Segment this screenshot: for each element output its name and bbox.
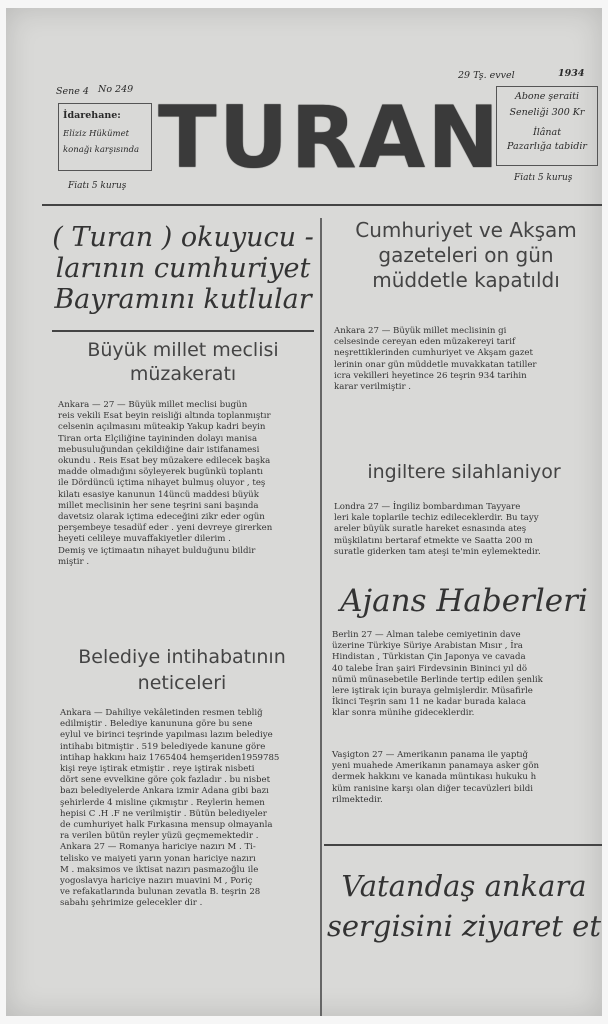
text-line: 40 talebe İran şairi Firdevsinin Bininci yıl dö	[332, 663, 528, 674]
text-line: intihabı bitmiştir . 519 belediyede kanune göre	[60, 741, 266, 752]
greeting-line: Bayramını kutlular	[54, 284, 312, 315]
text-line: suratle giderken tam ateşi te'min eylemektedir.	[334, 546, 541, 557]
text-line: yogoslavya hariciye nazırı muavini M , Poriç	[60, 876, 253, 887]
text-line: rilmektedir.	[332, 794, 383, 805]
text-line: klar sonra münihe gideceklerdir.	[332, 708, 475, 719]
text-line: kilatı esasiye kanunun 14üncü maddesi büyük	[58, 489, 259, 500]
text-line: ile Dördüncü içtima nihayet bulmuş oluyor , teş	[58, 478, 266, 489]
text-line: millet meclisinin her sene teşrini sani başında	[58, 500, 259, 511]
greeting-line: ( Turan ) okuyucu -	[52, 222, 314, 253]
newspaper-page	[6, 8, 602, 1016]
text-line: Ankara — Dahiliye vekâletinden resmen tebliğ	[60, 708, 263, 718]
text-line: eylul ve birinci teşrinde yapılması lazım belediye	[60, 730, 273, 741]
admin-line-2: Eli̇ziz Hükümet	[63, 129, 130, 139]
issue-yearnum: 1934	[558, 68, 585, 79]
text-line: küm ranisine karşı olan diğer tecavüzleri bildi	[332, 783, 534, 794]
text-line: icra vekilleri heyetince 26 teşrin 934 tarihin	[334, 370, 527, 381]
text-line: perşembeye tesadüf eder . yeni devreye girerken	[58, 523, 273, 534]
text-line: Ankara 27 — Romanya hariciye nazırı M . Ti-	[60, 842, 256, 853]
text-line: üzerine Türkiye Süriye Arabistan Mısır , İra	[332, 641, 523, 652]
price-left: Fiatı 5 kuruş	[68, 181, 127, 191]
title-line: neticeleri	[137, 672, 227, 694]
text-line: lere iştirak için buraya gelmişlerdir. Müsafirle	[332, 686, 533, 697]
text-line: heyeti celileye muvaffakiyetler dilerim .	[58, 534, 231, 545]
text-line: Ankara 27 — Büyük millet meclisinin gi	[334, 326, 507, 336]
text-line: Vaşigton 27 — Amerikanın panama ile yaptığ	[332, 750, 529, 760]
title-line: müddetle kapatıldı	[372, 268, 560, 292]
section-rule	[324, 844, 602, 846]
text-line: hepisi C .H .F ne verilmiştir . Bütün belediyeler	[60, 808, 267, 819]
text-line: madde olmadığını söyleyerek bugünkü toplantı	[58, 467, 263, 478]
text-line: dört sene evvelkine göre çok fazladır . bu nisbet	[60, 775, 271, 786]
article-body	[334, 502, 600, 558]
title-line: müzakeratı	[129, 363, 237, 385]
issue-year: Sene 4	[56, 86, 89, 97]
ajans-heading: Ajans Haberleri	[340, 583, 588, 619]
issue-date: 29 Tş. evvel	[458, 70, 515, 81]
header-rule	[42, 204, 602, 206]
text-line: okundu . Reis Esat bey müzakere edilecek başka	[58, 456, 271, 467]
article-body	[332, 750, 600, 806]
text-line: müşkilatını bertaraf etmekte ve Saatta 200 m	[334, 535, 533, 546]
article-title	[52, 338, 314, 386]
title-line: Cumhuriyet ve Akşam	[355, 218, 577, 242]
admin-line-1: İdarehane:	[63, 110, 121, 121]
text-line: edilmiştir . Belediye kanununa göre bu sene	[60, 719, 253, 730]
sub-line-3: İlânat	[532, 127, 562, 138]
closing-line: sergisini ziyaret et	[326, 909, 601, 943]
administration-box	[58, 103, 152, 171]
text-line: dermek hakkını ve kanada müntıkası hukuku h	[332, 772, 537, 783]
masthead-title: TURAN	[158, 88, 502, 188]
text-line: areler büyük suratle hareket esnasında ateş	[334, 524, 527, 535]
text-line: karar verilmiştir .	[334, 382, 412, 393]
article-title: ingiltere silahlaniyor	[367, 461, 561, 483]
text-line: davetsiz olarak içtima edeceğini zikr eder ogün	[58, 512, 265, 523]
article-body	[334, 326, 600, 393]
text-line: mebusuluğundan çekildiğine dair istifanamesi	[58, 444, 260, 455]
text-line: miştir .	[58, 556, 90, 567]
price-right: Fiatı 5 kuruş	[514, 173, 573, 183]
text-line: nümü münasebetile Berlinde tertip edilen şenlik	[332, 674, 543, 685]
text-line: ve refakatlarında bulunan zevatla B. teşrin 28	[60, 887, 261, 898]
article-title	[46, 644, 318, 696]
text-line: kişi reye iştirak etmiştir . reye iştirak nisbeti	[60, 764, 255, 775]
title-line: gazeteleri on gün	[378, 243, 554, 267]
article-body	[332, 630, 600, 720]
greeting-block	[48, 222, 318, 315]
article-body	[60, 708, 316, 910]
text-line: Londra 27 — İngiliz bombardıman Tayyare	[334, 502, 521, 512]
article-title	[330, 218, 602, 293]
greeting-line: larının cumhuriyet	[55, 253, 311, 284]
text-line: İkinci Teşrin sanı 11 ne kadar burada kalaca	[332, 697, 526, 708]
text-line: Demiş ve içtimaatın nihayet bulduğunu bildir	[58, 545, 256, 556]
sub-line-4: Pazarlığa tabidir	[507, 141, 587, 152]
text-line: leri kale toplarile techiz edileceklerdir. Bu tayy	[334, 513, 539, 524]
text-line: M . maksimos ve iktisat nazırı pasmazoğlu ile	[60, 864, 259, 875]
text-line: Berlin 27 — Alman talebe cemiyetinin dave	[332, 630, 521, 640]
sub-line-2: Seneliği 300 Kr	[509, 107, 585, 118]
text-line: sabahı şehrimize gelecekler dir .	[60, 898, 203, 909]
title-line: Belediye intihabatının	[78, 646, 286, 668]
text-line: ra verilen bütün reyler yüzü geçmemektedir .	[60, 831, 259, 842]
article-body	[58, 400, 316, 568]
text-line: yeni muahede Amerikanın panamaya asker gön	[332, 761, 540, 772]
text-line: celsesinde cereyan eden müzakereyi tarif	[334, 337, 516, 348]
issue-number: No 249	[98, 84, 134, 95]
text-line: Tiran orta Elçiliğine tayininden dolayı manisa	[58, 433, 258, 444]
admin-line-3: konağı karşısında	[63, 145, 140, 155]
text-line: telisko ve maiyeti yarın yonan hariciye nazırı	[60, 853, 256, 864]
text-line: de cumhuriyet halk Fırkasına mensup olmayanla	[60, 820, 273, 831]
closing-line: Vatandaş ankara	[341, 869, 587, 903]
text-line: neşrettiklerinden cumhuriyet ve Akşam gazet	[334, 348, 533, 359]
text-line: lerinin onar gün müddetle muvakkatan tatiller	[334, 359, 537, 370]
column-divider	[320, 218, 322, 1016]
sub-line-1: Abone şeraiti	[514, 91, 580, 102]
title-line: Büyük millet meclisi	[87, 339, 279, 361]
subscription-box	[496, 86, 598, 166]
text-line: bazı belediyelerde Ankara izmir Adana gibi bazı	[60, 786, 269, 797]
closing-block	[326, 866, 602, 946]
text-line: Hindistan , Türkistan Çin Japonya ve cavada	[332, 652, 526, 663]
text-line: Ankara — 27 — Büyük millet meclisi bugün	[58, 400, 248, 410]
text-line: celsenin açılmasını müteakip Yakup kadri beyin	[58, 422, 266, 433]
text-line: reis vekili Esat beyin reisliği altında toplanmıştır	[58, 411, 271, 422]
section-rule	[52, 330, 314, 332]
text-line: intihap hakkını haiz 1765404 hemşeriden1959785	[60, 752, 280, 763]
text-line: şehirlerde 4 misline çıkmıştır . Reylerin hemen	[60, 797, 265, 808]
